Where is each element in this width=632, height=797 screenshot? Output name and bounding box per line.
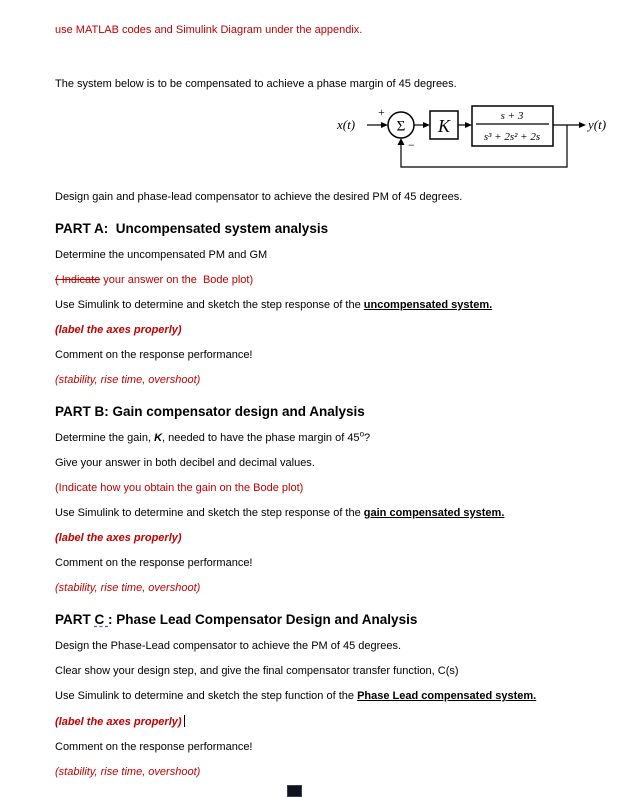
part-a-stability: (stability, rise time, overshoot) (55, 374, 201, 386)
appendix-note: use MATLAB codes and Simulink Diagram under the appendix. (55, 24, 363, 36)
part-c-label-axes (55, 715, 582, 729)
phase-lead-system-emphasis: Phase Lead compensated system. (357, 690, 537, 702)
plus-sign: + (378, 105, 385, 119)
part-a-indicate (55, 274, 582, 287)
part-c-clear: Clear show your design step, and give the final compensator transfer function, C(s) (55, 665, 459, 677)
minus-sign: − (408, 138, 415, 152)
gain-compensated-system-emphasis: gain compensated system. (363, 507, 505, 519)
simulink-prefix: Use Simulink to determine and sketch the step function of the (55, 690, 358, 702)
output-signal-label: y(t) (588, 117, 607, 132)
part-c-stability: (stability, rise time, overshoot) (55, 766, 201, 778)
part-c-heading (55, 611, 582, 628)
part-b-comment: Comment on the response performance! (55, 557, 253, 569)
tf-denominator: s³ + 2s² + 2s (483, 131, 541, 143)
part-c-letter: C (94, 612, 108, 627)
part-b-simulink (55, 507, 582, 520)
label-axes-text: (label the axes properly) (55, 716, 182, 728)
gain-end: ? (364, 432, 371, 444)
part-a-heading: PART A: Uncompensated system analysis (55, 221, 329, 236)
text-cursor (184, 715, 185, 727)
block-diagram (337, 103, 607, 183)
simulink-prefix: Use Simulink to determine and sketch the step response of the (55, 299, 364, 311)
plant-block (458, 106, 553, 146)
part-a-label-axes: (label the axes properly) (55, 324, 182, 336)
part-a-comment: Comment on the response performance! (55, 349, 253, 361)
gain-k-symbol: K (154, 432, 163, 444)
output-arrowhead (579, 122, 586, 128)
gain-block (414, 111, 458, 139)
input-signal-label: x(t) (337, 117, 356, 132)
indicate-rest-text: your answer on the Bode plot) (100, 274, 254, 286)
part-c-rest: : Phase Lead Compensator Design and Analysis (108, 612, 418, 627)
gain-mid: , needed to have the phase margin of 45 (162, 432, 360, 444)
part-a-simulink (55, 299, 582, 312)
part-b-gain (55, 429, 582, 445)
part-a-determine: Determine the uncompensated PM and GM (55, 249, 268, 261)
part-b-heading: PART B: Gain compensator design and Analysis (55, 404, 365, 419)
sigma-symbol: Σ (396, 118, 406, 135)
gain-arrowhead (423, 122, 430, 128)
gain-label: K (437, 116, 451, 136)
uncompensated-system-emphasis: uncompensated system. (363, 299, 493, 311)
part-b-label-axes: (label the axes properly) (55, 532, 182, 544)
indicate-struck-text: ( Indicate (55, 274, 101, 286)
part-b-indicate: (Indicate how you obtain the gain on the Bode plot) (55, 482, 304, 494)
plant-arrowhead (465, 122, 472, 128)
part-b-stability: (stability, rise time, overshoot) (55, 582, 201, 594)
taskbar-fragment[interactable] (287, 785, 302, 797)
block-diagram-svg (337, 103, 617, 183)
gain-prefix: Determine the gain, (55, 432, 155, 444)
feedback-arrowhead (398, 138, 405, 145)
part-b-decibel: Give your answer in both decibel and decimal values. (55, 457, 315, 469)
tf-numerator: s + 3 (500, 110, 524, 122)
input-branch (337, 105, 388, 132)
intro-line: The system below is to be compensated to achieve a phase margin of 45 degrees. (55, 78, 457, 90)
part-c-simulink (55, 690, 582, 703)
input-arrowhead (381, 122, 388, 128)
design-line: Design gain and phase-lead compensator to achieve the desired PM of 45 degrees. (55, 191, 463, 203)
part-c-design: Design the Phase-Lead compensator to achieve the PM of 45 degrees. (55, 640, 402, 652)
degree-superscript: o (359, 429, 365, 439)
part-c-word: PART (55, 612, 95, 627)
simulink-prefix: Use Simulink to determine and sketch the step response of the (55, 507, 364, 519)
output-branch (553, 117, 606, 132)
part-c-comment: Comment on the response performance! (55, 741, 253, 753)
